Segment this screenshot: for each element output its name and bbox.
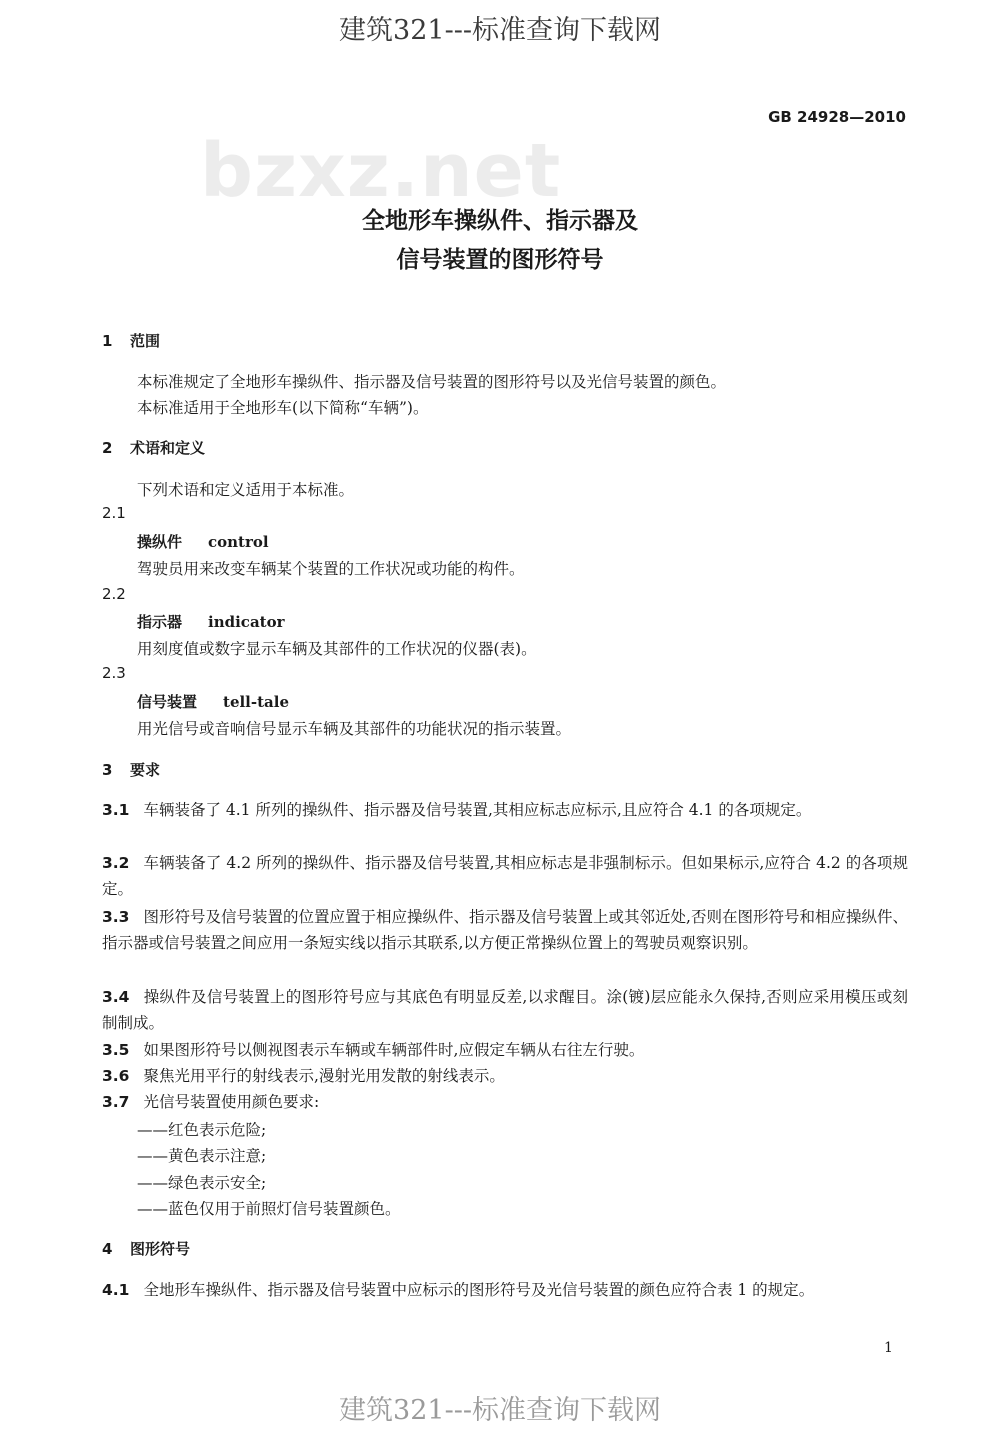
clause-number: 3.1 [102,801,130,819]
site-banner-top: 建筑321---标准查询下载网 [339,15,661,46]
term-zh: 信号装置 [137,693,198,711]
clause-text: 如果图形符号以侧视图表示车辆或车辆部件时,应假定车辆从右往左行驶。 [143,1041,645,1059]
title-line-1: 全地形车操纵件、指示器及 [362,208,638,234]
section-heading [102,437,205,458]
clause [102,797,908,823]
list-item: ——蓝色仅用于前照灯信号装置颜色。 [137,1200,401,1218]
clause [102,850,908,902]
clause-number: 4.1 [102,1281,130,1299]
section-heading [102,1238,190,1259]
clause-number: 3.2 [102,854,130,872]
clause-text: 图形符号及信号装置的位置应置于相应操纵件、指示器及信号装置上或其邻近处,否则在图形符号和相应操纵件、指示器或信号装置之间应用一条短实线以指示其联系,以方便正常操纵位置上的驾驶员观察识别。 [102,908,908,952]
term-en: indicator [208,613,285,631]
paragraph: 本标准适用于全地形车(以下简称“车辆”)。 [137,399,429,417]
clause [102,1089,908,1115]
clause-text: 聚焦光用平行的射线表示,漫射光用发散的射线表示。 [143,1067,505,1085]
clause-number: 3.6 [102,1067,130,1085]
clause [102,984,908,1036]
section-title: 术语和定义 [130,439,206,457]
section-heading [102,330,160,351]
section-title: 范围 [130,332,161,350]
standard-number: GB 24928—2010 [768,108,906,126]
term-definition: 用光信号或音响信号显示车辆及其部件的功能状况的指示装置。 [137,720,572,738]
page-number: 1 [884,1340,893,1356]
term-definition: 驾驶员用来改变车辆某个装置的工作状况或功能的构件。 [137,560,525,578]
paragraph: 下列术语和定义适用于本标准。 [137,481,355,499]
paragraph: 本标准规定了全地形车操纵件、指示器及信号装置的图形符号以及光信号装置的颜色。 [137,373,727,391]
clause [102,1063,908,1089]
section-title: 要求 [130,761,161,779]
site-banner-bottom: 建筑321---标准查询下载网 [339,1395,661,1426]
watermark: bzxz.net [200,128,562,214]
clause-number: 3.4 [102,988,130,1006]
term-number: 2.2 [102,585,126,603]
term-zh: 指示器 [137,613,183,631]
list-item: ——红色表示危险; [137,1121,267,1139]
clause-text: 光信号装置使用颜色要求: [143,1093,320,1111]
section-heading [102,759,160,780]
term-entry [137,531,269,552]
term-number: 2.3 [102,664,126,682]
section-number: 1 [102,332,113,350]
title-line-2: 信号装置的图形符号 [396,247,604,273]
section-title: 图形符号 [130,1240,191,1258]
clause-text: 全地形车操纵件、指示器及信号装置中应标示的图形符号及光信号装置的颜色应符合表 1 的规定。 [143,1281,815,1299]
section-number: 4 [102,1240,113,1258]
clause [102,1277,908,1303]
section-number: 2 [102,439,113,457]
section-number: 3 [102,761,113,779]
term-definition: 用刻度值或数字显示车辆及其部件的工作状况的仪器(表)。 [137,640,537,658]
clause [102,1037,908,1063]
list-item: ——绿色表示安全; [137,1174,267,1192]
clause-text: 操纵件及信号装置上的图形符号应与其底色有明显反差,以求醒目。涂(镀)层应能永久保持,否则应采用模压或刻制制成。 [102,988,908,1032]
clause-number: 3.7 [102,1093,130,1111]
clause [102,904,908,956]
term-entry [137,691,289,712]
clause-number: 3.5 [102,1041,130,1059]
clause-text: 车辆装备了 4.2 所列的操纵件、指示器及信号装置,其相应标志是非强制标示。但如果标示,应符合 4.2 的各项规定。 [102,854,908,898]
list-item: ——黄色表示注意; [137,1147,267,1165]
term-entry [137,611,285,632]
term-en: control [208,533,269,551]
clause-text: 车辆装备了 4.1 所列的操纵件、指示器及信号装置,其相应标志应标示,且应符合 4.1 的各项规定。 [143,801,812,819]
clause-number: 3.3 [102,908,130,926]
term-zh: 操纵件 [137,533,183,551]
term-number: 2.1 [102,504,126,522]
term-en: tell-tale [223,693,289,711]
